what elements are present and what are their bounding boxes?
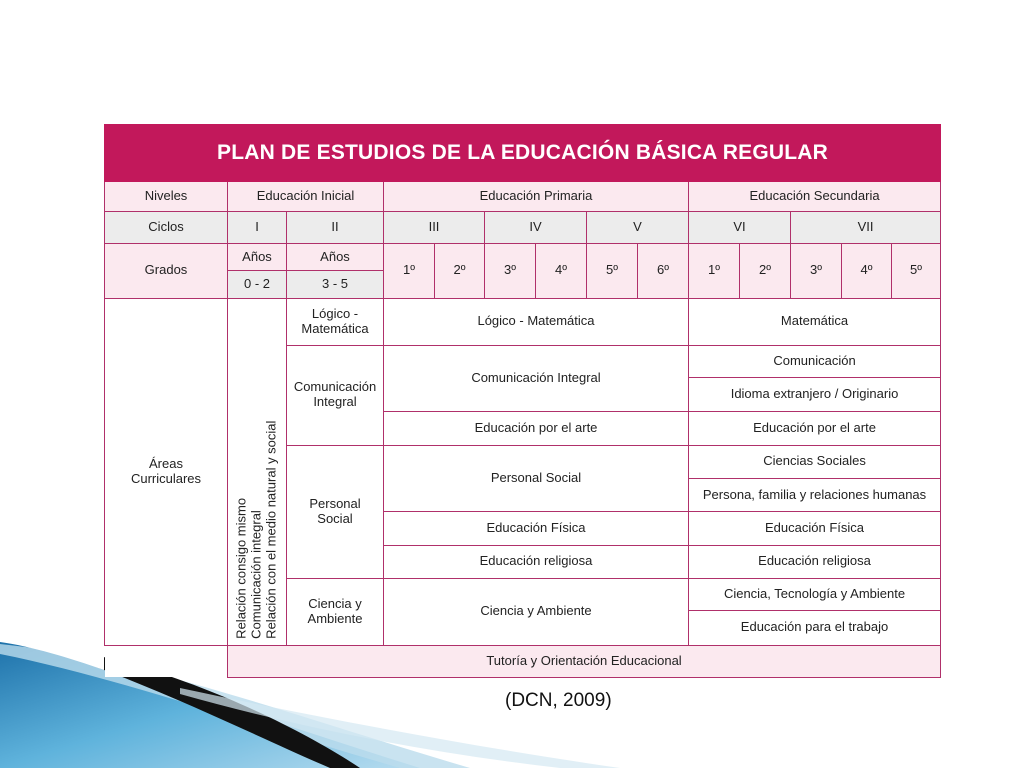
primaria-comunicacion: Comunicación Integral [384, 345, 689, 411]
grado-cell: 2º [435, 244, 485, 298]
grado-cell: 5º [587, 244, 638, 298]
secundaria-fisica: Educación Física [689, 512, 941, 545]
ciclo-cell: VII [791, 211, 941, 243]
secundaria-persona: Persona, familia y relaciones humanas [689, 479, 941, 512]
inicial-vertical-areas: Relación consigo mismo Comunicación integral Relación con el medio natural y social [228, 298, 287, 645]
secundaria-sociales: Ciencias Sociales [689, 445, 941, 478]
inicial-personal: Personal Social [287, 445, 384, 578]
anos-range: 3 - 5 [287, 271, 384, 298]
grado-cell: 2º [740, 244, 791, 298]
primaria-logico: Lógico - Matemática [384, 298, 689, 345]
table-title: PLAN DE ESTUDIOS DE LA EDUCACIÓN BÁSICA REGULAR [105, 125, 941, 182]
empty-cell [105, 645, 228, 677]
anos-label: Años [287, 244, 384, 271]
primaria-ciencia: Ciencia y Ambiente [384, 579, 689, 646]
secundaria-religiosa: Educación religiosa [689, 545, 941, 578]
ciclo-cell: V [587, 211, 689, 243]
ciclo-cell: II [287, 211, 384, 243]
grado-cell: 4º [842, 244, 892, 298]
grado-cell: 3º [791, 244, 842, 298]
secundaria-cta: Ciencia, Tecnología y Ambiente [689, 579, 941, 611]
primaria-personal: Personal Social [384, 445, 689, 512]
grado-cell: 1º [384, 244, 435, 298]
nivel-primaria: Educación Primaria [384, 181, 689, 211]
ciclo-cell: VI [689, 211, 791, 243]
citation: (DCN, 2009) [505, 690, 612, 711]
nivel-inicial: Educación Inicial [228, 181, 384, 211]
secundaria-arte: Educación por el arte [689, 411, 941, 445]
secundaria-idioma: Idioma extranjero / Originario [689, 378, 941, 411]
ciclos-label: Ciclos [105, 211, 228, 243]
grado-cell: 3º [485, 244, 536, 298]
secundaria-trabajo: Educación para el trabajo [689, 611, 941, 645]
nivel-secundaria: Educación Secundaria [689, 181, 941, 211]
areas-curriculares-label: Áreas Curriculares [105, 298, 228, 645]
study-plan-table [104, 124, 941, 678]
secundaria-matematica: Matemática [689, 298, 941, 345]
tutoria-row: Tutoría y Orientación Educacional [228, 645, 941, 677]
inicial-logico: Lógico - Matemática [287, 298, 384, 345]
ciclo-cell: III [384, 211, 485, 243]
grado-cell: 1º [689, 244, 740, 298]
anos-label: Años [228, 244, 287, 271]
ciclo-cell: I [228, 211, 287, 243]
secundaria-comunicacion: Comunicación [689, 345, 941, 377]
ciclo-cell: IV [485, 211, 587, 243]
grado-cell: 5º [892, 244, 941, 298]
niveles-label: Niveles [105, 181, 228, 211]
grado-cell: 6º [638, 244, 689, 298]
primaria-fisica: Educación Física [384, 512, 689, 545]
grado-cell: 4º [536, 244, 587, 298]
inicial-comunicacion: Comunicación Integral [287, 345, 384, 445]
primaria-arte: Educación por el arte [384, 411, 689, 445]
anos-range: 0 - 2 [228, 271, 287, 298]
primaria-religiosa: Educación religiosa [384, 545, 689, 578]
inicial-ciencia: Ciencia y Ambiente [287, 579, 384, 646]
grados-label: Grados [105, 244, 228, 298]
